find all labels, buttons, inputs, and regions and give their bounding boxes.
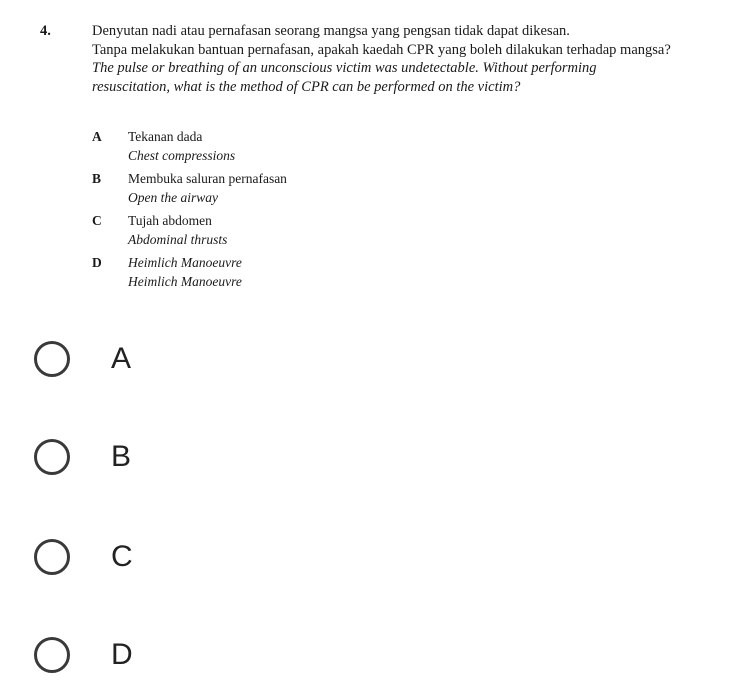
choice-c[interactable] bbox=[34, 536, 133, 578]
radio-button-c[interactable] bbox=[34, 539, 70, 575]
option-text-en: Abdominal thrusts bbox=[128, 231, 228, 247]
question-line-en-1: The pulse or breathing of an unconscious victim was undetectable. Without performing bbox=[92, 60, 597, 76]
question-line-ms-2: Tanpa melakukan bantuan pernafasan, apakah kaedah CPR yang boleh dilakukan terhadap mangsa? bbox=[92, 41, 671, 58]
question-text bbox=[92, 22, 745, 96]
choice-d[interactable] bbox=[34, 634, 133, 676]
option-text-en: Open the airway bbox=[128, 189, 218, 205]
option-text-ms: Membuka saluran pernafasan bbox=[128, 171, 287, 186]
radio-button-b[interactable] bbox=[34, 439, 70, 475]
option-text-en: Heimlich Manoeuvre bbox=[128, 273, 242, 289]
choice-label-b[interactable]: B bbox=[111, 440, 132, 473]
option-letter: D bbox=[92, 255, 102, 270]
option-a bbox=[92, 128, 287, 165]
option-b bbox=[92, 170, 287, 207]
choice-label-a[interactable]: A bbox=[111, 342, 132, 375]
radio-button-d[interactable] bbox=[34, 637, 70, 673]
option-text-ms: Tekanan dada bbox=[128, 129, 203, 144]
option-letter: C bbox=[92, 213, 102, 228]
question-block bbox=[40, 22, 745, 96]
choice-label-d[interactable]: D bbox=[111, 638, 133, 671]
choice-b[interactable] bbox=[34, 436, 131, 478]
question-line-en-2: resuscitation, what is the method of CPR can be performed on the victim? bbox=[92, 78, 521, 95]
option-c bbox=[92, 212, 287, 249]
answer-options-list bbox=[92, 128, 287, 296]
option-d bbox=[92, 254, 287, 291]
option-text-en: Chest compressions bbox=[128, 147, 236, 163]
option-letter: B bbox=[92, 171, 102, 186]
radio-button-a[interactable] bbox=[34, 341, 70, 377]
option-letter: A bbox=[92, 129, 102, 144]
choice-label-c[interactable]: C bbox=[111, 540, 133, 573]
choice-a[interactable] bbox=[34, 338, 131, 380]
option-text-ms: Heimlich Manoeuvre bbox=[128, 255, 242, 270]
question-line-ms-1: Denyutan nadi atau pernafasan seorang mangsa yang pengsan tidak dapat dikesan. bbox=[92, 23, 570, 39]
question-number: 4. bbox=[40, 23, 51, 39]
option-text-ms: Tujah abdomen bbox=[128, 213, 212, 228]
